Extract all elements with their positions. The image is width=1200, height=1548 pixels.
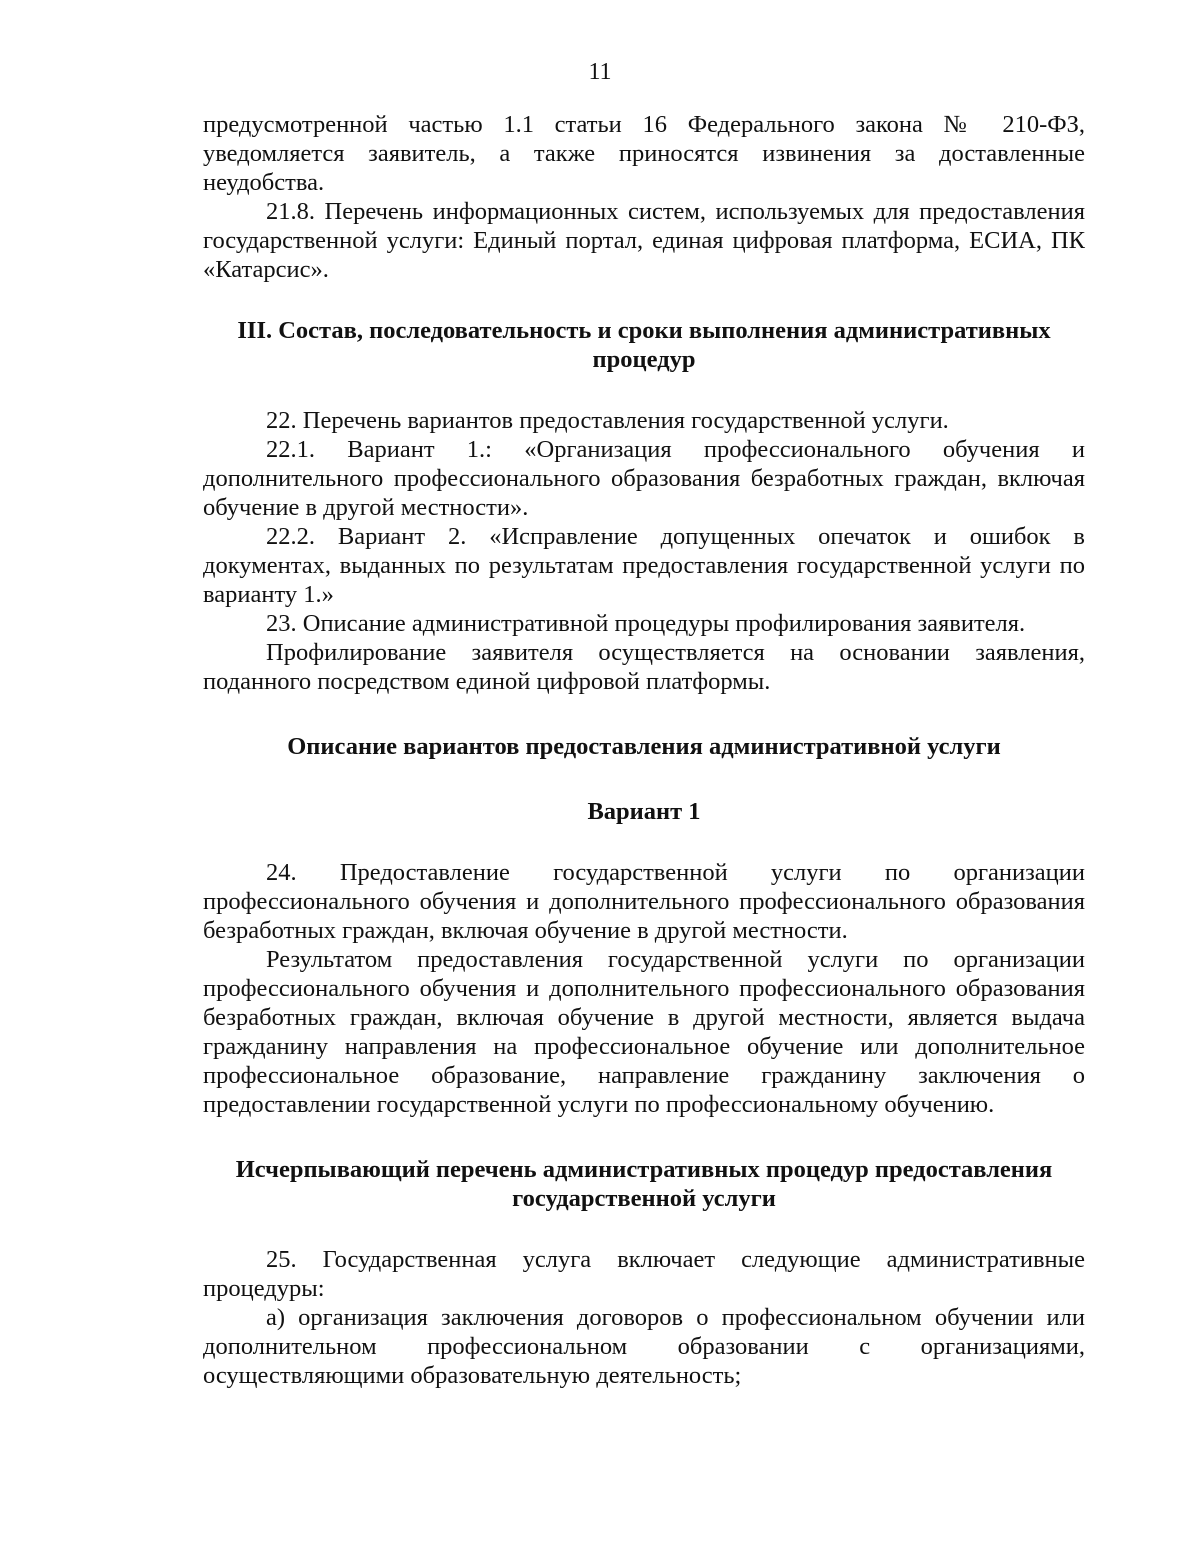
variants-description-heading: Описание вариантов предоставления административной услуги [287, 733, 1001, 760]
paragraph-25: 25. Государственная услуга включает следующие административные процедуры: [203, 1246, 1085, 1302]
procedures-list-heading: Исчерпывающий перечень административных процедур предоставления государственной услуги [235, 1156, 1053, 1212]
paragraph-continuation: предусмотренной частью 1.1 статьи 16 Федерального закона № 210-ФЗ, уведомляется заявитель, а также приносятся извинения за доставленные неудобства. [203, 111, 1085, 196]
paragraph-22: 22. Перечень вариантов предоставления государственной услуги. [266, 407, 949, 434]
paragraph-23: 23. Описание административной процедуры профилирования заявителя. [266, 610, 1026, 637]
paragraph-24: 24. Предоставление государственной услуги по организации профессионального обучения и дополнительного профессионального образования безработных граждан, включая обучение в другой местности. [203, 859, 1085, 944]
paragraph-22-2: 22.2. Вариант 2. «Исправление допущенных опечаток и ошибок в документах, выданных по результатам предоставления государственной услуги по варианту 1.» [203, 523, 1085, 608]
paragraph-23-profiling: Профилирование заявителя осуществляется на основании заявления, поданного посредством единой цифровой платформы. [203, 639, 1085, 695]
paragraph-22-1: 22.1. Вариант 1.: «Организация профессионального обучения и дополнительного профессионального образования безработных граждан, включая обучение в другой местности». [203, 436, 1085, 521]
paragraph-25-a: а) организация заключения договоров о профессиональном обучении или дополнительном профессиональном образовании с организациями, осуществляющими образовательную деятельность; [203, 1304, 1085, 1389]
paragraph-result: Результатом предоставления государственной услуги по организации профессионального обучения и дополнительного профессионального образования безработных граждан, включая обучение в другой местности, является выдача гражданину направления на профессиональное обучение или дополнительное профессиональное образование, направление гражданину заключения о предоставлении государственной услуги по профессиональному обучению. [203, 946, 1085, 1118]
page-number: 11 [588, 59, 612, 85]
document-body [203, 110, 1085, 1390]
paragraph-21-8: 21.8. Перечень информационных систем, используемых для предоставления государственной услуги: Единый портал, единая цифровая платформа, ЕСИА, ПК «Катарсис». [203, 198, 1085, 283]
section-3-heading: III. Состав, последовательность и сроки выполнения административных процедур [237, 317, 1051, 373]
variant-1-heading: Вариант 1 [587, 798, 701, 825]
